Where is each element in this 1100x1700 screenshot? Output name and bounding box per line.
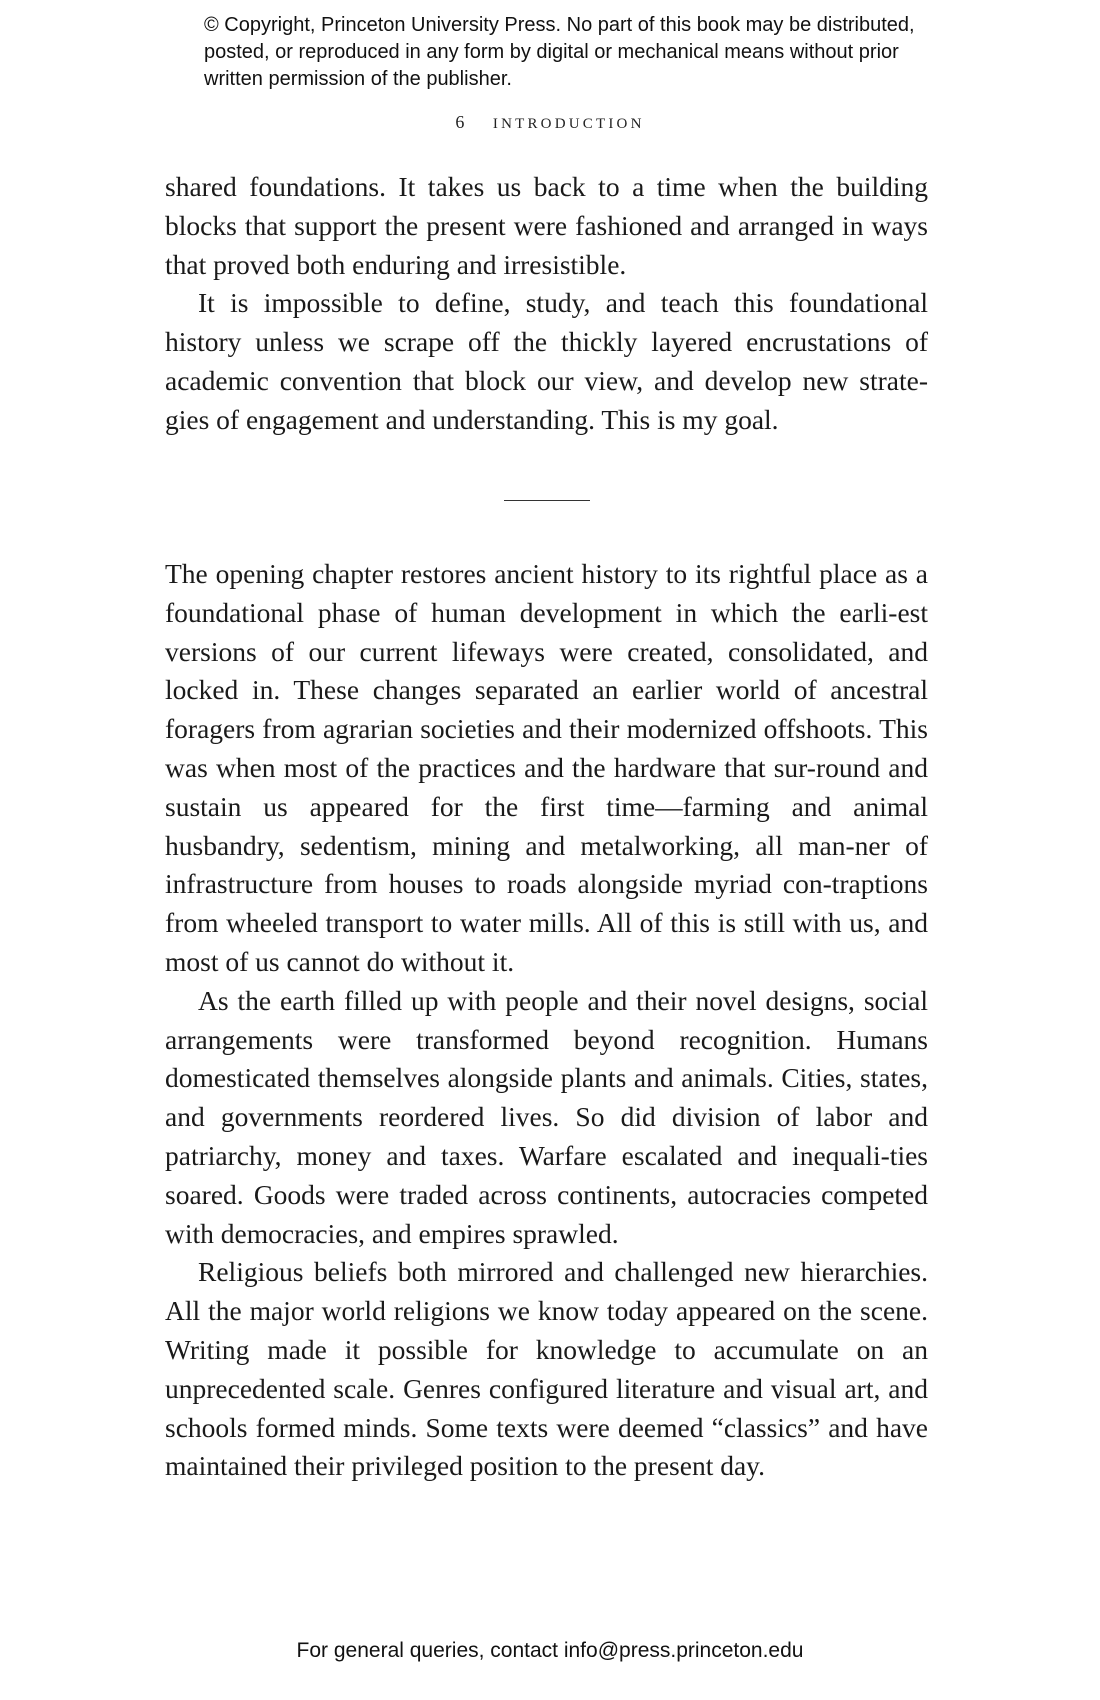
paragraph: As the earth filled up with people and their novel designs, social arrangements were transformed beyond recognition. Humans domesticated themselves alongside plants and animals. Cities, states, and governments reordered lives. So did division of labor and patriarchy, money and taxes. Warfare escalated and inequali-ties soared. Goods were traded across continents, autocracies competed with democracies, and empires sprawled. bbox=[165, 984, 928, 1249]
text-block-after-break bbox=[165, 555, 928, 1486]
paragraph: It is impossible to define, study, and teach this foundational history unless we scrape off the thickly layered encrustations of academic convention that block our view, and develop new strate-gies of engagement and understanding. This is my goal. bbox=[165, 287, 928, 435]
section-break-rule bbox=[504, 500, 590, 501]
footer-contact: For general queries, contact info@press.princeton.edu bbox=[296, 1639, 804, 1662]
paragraph: shared foundations. It takes us back to a time when the building blocks that support the present were fashioned and arranged in ways that proved both enduring and irresistible. bbox=[165, 171, 928, 280]
text-block-before-break bbox=[165, 168, 928, 440]
copyright-notice: © Copyright, Princeton University Press. No part of this book may be distributed, posted, or reproduced in any form by digital or mechanical means without prior written permission of the publisher. bbox=[204, 14, 915, 90]
running-head-title: INTRODUCTION bbox=[492, 116, 645, 132]
page-number: 6 bbox=[455, 112, 468, 132]
paragraph: Religious beliefs both mirrored and challenged new hierarchies. All the major world religions we know today appeared on the scene. Writing made it possible for knowledge to accumulate on an unprecedented scale. Genres configured literature and visual art, and schools formed minds. Some texts were deemed “classics” and have maintained their privileged position to the present day. bbox=[165, 1256, 928, 1482]
running-head bbox=[0, 112, 1100, 133]
paragraph: The opening chapter restores ancient history to its rightful place as a foundational phase of human development in which the earli-est versions of our current lifeways were created, consolidated, and locked in. These changes separated an earlier world of ancestral foragers from agrarian societies and their modernized offshoots. This was when most of the practices and the hardware that sur-round and sustain us appeared for the first time—farming and animal husbandry, sedentism, mining and metalworking, all man-ner of infrastructure from houses to roads alongside myriad con-traptions from wheeled transport to water mills. All of this is still with us, and most of us cannot do without it. bbox=[165, 558, 928, 977]
